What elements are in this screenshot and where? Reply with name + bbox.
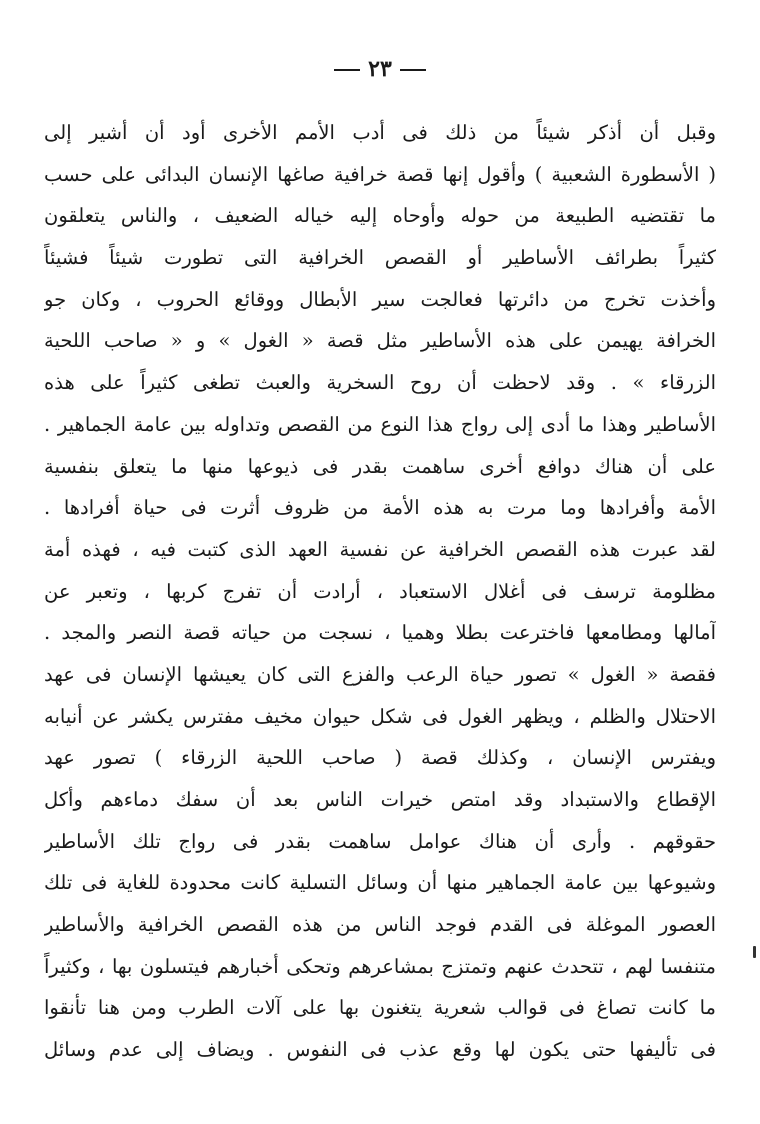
body-text bbox=[44, 112, 716, 1071]
text-line: الإقطاع والاستبداد وقد امتص خيرات الناس بعد أن سفك دماءهم وأكل bbox=[44, 788, 716, 811]
text-line: لقد عبرت هذه القصص الخرافية عن نفسية العهد الذى كتبت فيه ، فهذه أمة bbox=[44, 537, 716, 561]
page-number: ٢٣ bbox=[368, 56, 392, 82]
text-line: آمالها ومطامعها فاخترعت بطلا وهميا ، نسجت من حياته قصة النصر والمجد . bbox=[44, 621, 716, 645]
text-line: ما تقتضيه الطبيعة من حوله وأوحاه إليه خياله الضعيف ، والناس يتعلقون bbox=[44, 204, 716, 228]
text-line: فى تأليفها حتى يكون لها وقع عذب فى النفوس . ويضاف إلى عدم وسائل bbox=[44, 1038, 716, 1062]
left-dash bbox=[400, 69, 426, 71]
text-line: الخرافة يهيمن على هذه الأساطير مثل قصة « الغول » و « صاحب اللحية bbox=[44, 329, 716, 353]
text-line: الاحتلال والظلم ، ويظهر الغول فى شكل حيوان مخيف مفترس يكشر عن أنيابه bbox=[44, 704, 716, 728]
right-dash bbox=[334, 69, 360, 71]
text-line: وأخذت تخرج من دائرتها فعالجت سير الأبطال ووقائع الحروب ، وكان جو bbox=[44, 287, 716, 311]
page-number-header bbox=[0, 56, 760, 82]
text-line: الأساطير وهذا ما أدى إلى رواج هذا النوع من القصص وتداوله بين عامة الجماهير . bbox=[44, 412, 716, 436]
text-line: مظلومة ترسف فى أغلال الاستعباد ، أرادت أن تفرج كربها ، وتعبر عن bbox=[44, 579, 716, 603]
text-line: وقبل أن أذكر شيئاً من ذلك فى أدب الأمم الأخرى أود أن أشير إلى bbox=[44, 121, 716, 144]
text-line: وشيوعها بين عامة الجماهير منها أن وسائل التسلية كانت محدودة للغاية فى تلك bbox=[44, 871, 716, 895]
text-line: حقوقهم . وأرى أن هناك عوامل ساهمت بقدر فى رواج تلك الأساطير bbox=[44, 829, 716, 853]
text-line: الزرقاء » . وقد لاحظت أن روح السخرية والعبث تطغى كثيراً على هذه bbox=[44, 371, 716, 395]
text-line: ( الأسطورة الشعبية ) وأقول إنها قصة خرافية صاغها الإنسان البدائى على حسب bbox=[44, 162, 716, 186]
text-line: متنفسا لهم ، تتحدث عنهم وتمتزج بمشاعرهم وتحكى أخبارهم فيتسلون بها ، وكثيراً bbox=[44, 954, 716, 978]
text-line: كثيراً بطرائف الأساطير أو القصص الخرافية التى تطورت شيئاً فشيئاً bbox=[44, 246, 716, 270]
text-line: على أن هناك دوافع أخرى ساهمت بقدر فى ذيوعها منها ما يتعلق بنفسية bbox=[44, 454, 716, 478]
margin-mark bbox=[753, 946, 756, 958]
text-line: ويفترس الإنسان ، وكذلك قصة ( صاحب اللحية الزرقاء ) تصور عهد bbox=[44, 746, 716, 770]
text-line: ما كانت تصاغ فى قوالب شعرية يتغنون بها على آلات الطرب ومن هنا تأنقوا bbox=[44, 996, 716, 1020]
text-line: فقصة « الغول » تصور حياة الرعب والفزع التى كان يعيشها الإنسان فى عهد bbox=[44, 662, 716, 686]
text-line: العصور الموغلة فى القدم فوجد الناس من هذه القصص الخرافية والأساطير bbox=[44, 913, 716, 937]
text-line: الأمة وأفرادها وما مرت به هذه الأمة من ظروف أثرت فى حياة أفرادها . bbox=[44, 496, 716, 520]
